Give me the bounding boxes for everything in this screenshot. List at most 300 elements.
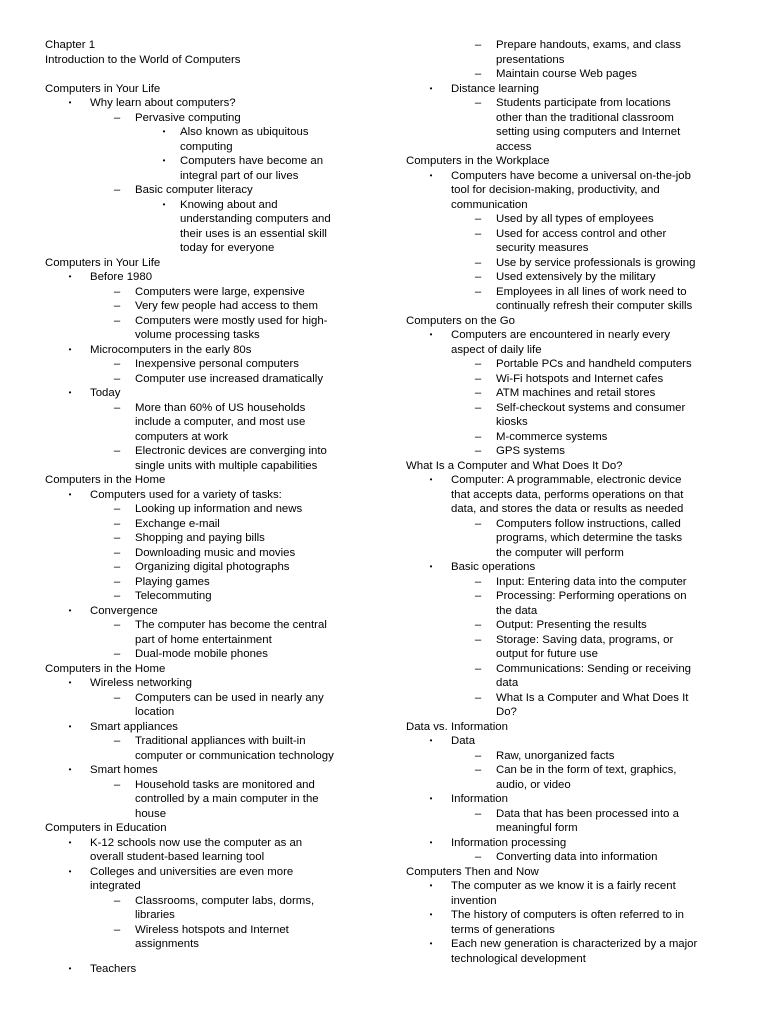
line-text: Information — [451, 793, 508, 805]
dash-icon: – — [113, 358, 121, 370]
outline-line — [45, 154, 365, 169]
dash-icon: – — [113, 648, 121, 660]
line-text: Computers are encountered in nearly every — [451, 329, 671, 341]
line-text: Before 1980 — [90, 271, 153, 283]
line-text: volume processing tasks — [135, 329, 260, 341]
outline-line — [406, 821, 728, 836]
line-text: Prepare handouts, exams, and class — [496, 39, 681, 51]
bullet-icon: • — [429, 910, 433, 919]
line-text: Used by all types of employees — [496, 213, 654, 225]
line-text: Basic computer literacy — [135, 184, 253, 196]
bullet-icon: • — [429, 837, 433, 847]
line-text: Converting data into information — [496, 851, 658, 863]
line-text: invention — [451, 894, 497, 907]
outline-line — [406, 879, 728, 894]
line-text: Colleges and universities are even more — [90, 865, 294, 878]
line-text: Raw, unorganized facts — [496, 749, 615, 762]
dash-icon: – — [474, 445, 482, 457]
outline-line — [406, 444, 728, 459]
outline-line — [45, 502, 365, 517]
line-text: Exchange e-mail — [135, 517, 220, 530]
section-heading — [45, 821, 365, 836]
outline-line — [45, 444, 365, 459]
line-text: data, and stores the data or results as needed — [451, 503, 684, 515]
line-text: The history of computers is often referred to in — [451, 909, 684, 921]
outline-line — [45, 401, 365, 416]
line-text: What Is a Computer and What Does It Do? — [406, 459, 623, 472]
section-heading — [45, 662, 365, 677]
line-text: today for everyone — [180, 242, 275, 254]
line-text: security measures — [496, 242, 589, 254]
line-text: Looking up information and news — [135, 503, 303, 515]
bullet-icon: • — [162, 156, 166, 165]
dash-icon: – — [113, 575, 121, 588]
line-text: technological development — [451, 952, 586, 965]
line-text: Computers in Education — [45, 822, 167, 834]
outline-line — [406, 546, 728, 561]
dash-icon: – — [113, 619, 121, 631]
outline-line — [45, 546, 365, 561]
line-text: Pervasive computing — [135, 111, 241, 124]
line-text: Traditional appliances with built-in — [135, 735, 306, 747]
outline-line — [45, 908, 365, 923]
line-text: Do? — [496, 706, 517, 718]
bullet-icon: • — [68, 765, 72, 774]
line-text: kiosks — [496, 416, 528, 428]
line-text: Data — [451, 735, 476, 747]
outline-line — [45, 372, 365, 387]
line-text: include a computer, and most use — [135, 416, 306, 428]
line-text: Microcomputers in the early 80s — [90, 343, 252, 356]
outline-line — [406, 343, 728, 358]
line-text: computers at work — [135, 430, 229, 443]
dash-icon: – — [474, 401, 482, 414]
outline-line — [45, 314, 365, 329]
bullet-icon: • — [68, 388, 72, 397]
line-text: Wi-Fi hotspots and Internet cafes — [496, 372, 664, 385]
dash-icon: – — [113, 735, 121, 747]
outline-line — [45, 734, 365, 749]
line-text: Household tasks are monitored and — [135, 778, 315, 791]
bullet-icon: • — [162, 127, 166, 136]
line-text: Introduction to the World of Computers — [45, 53, 241, 66]
dash-icon: – — [474, 807, 482, 820]
outline-line — [406, 633, 728, 648]
outline-line — [406, 923, 728, 938]
outline-line — [45, 415, 365, 430]
section-heading — [406, 154, 728, 169]
line-text: Electronic devices are converging into — [135, 445, 327, 457]
bullet-icon: • — [429, 170, 433, 180]
section-heading — [45, 38, 365, 53]
outline-line — [45, 865, 365, 880]
outline-line — [45, 778, 365, 793]
line-text: Distance learning — [451, 82, 540, 95]
outline-line — [45, 198, 365, 213]
line-text: Computers Then and Now — [406, 865, 539, 878]
section-heading — [45, 82, 365, 97]
dash-icon: – — [113, 894, 121, 907]
section-heading — [406, 720, 728, 735]
line-text: continually refresh their computer skills — [496, 300, 693, 312]
outline-line — [406, 357, 728, 372]
line-text: Wireless networking — [90, 677, 192, 689]
outline-line — [406, 212, 728, 227]
line-text: M-commerce systems — [496, 430, 608, 443]
outline-line — [406, 749, 728, 764]
outline-line — [406, 386, 728, 401]
outline-line — [45, 633, 365, 648]
line-text: Smart appliances — [90, 720, 179, 733]
dash-icon: – — [113, 590, 121, 602]
line-text: Maintain course Web pages — [496, 68, 637, 80]
line-text: understanding computers and — [180, 213, 331, 225]
dash-icon: – — [474, 213, 482, 225]
line-text: Communications: Sending or receiving — [496, 662, 692, 675]
line-text: Processing: Performing operations on — [496, 590, 687, 602]
bullet-icon: • — [429, 475, 433, 484]
outline-line — [406, 763, 728, 778]
bullet-icon: • — [429, 562, 433, 571]
outline-line — [45, 270, 365, 285]
outline-line — [45, 691, 365, 706]
outline-line — [406, 401, 728, 416]
line-text: Convergence — [90, 604, 158, 617]
dash-icon: – — [113, 503, 121, 515]
outline-line — [45, 299, 365, 314]
line-text: aspect of daily life — [451, 343, 542, 356]
outline-line — [45, 241, 365, 256]
bullet-icon: • — [429, 330, 433, 339]
dash-icon: – — [474, 97, 482, 109]
outline-line — [406, 952, 728, 967]
bullet-icon: • — [68, 605, 72, 615]
bullet-icon: • — [429, 939, 433, 948]
outline-line — [45, 589, 365, 604]
dash-icon: – — [113, 184, 121, 196]
line-text: Used extensively by the military — [496, 271, 656, 283]
line-text: Each new generation is characterized by a major — [451, 938, 698, 950]
outline-line — [406, 198, 728, 213]
outline-line — [45, 285, 365, 300]
line-text: Data that has been processed into a — [496, 807, 680, 820]
outline-line — [406, 734, 728, 749]
outline-line — [45, 459, 365, 474]
outline-line — [406, 67, 728, 82]
section-heading — [406, 314, 728, 329]
line-text: Computers used for a variety of tasks: — [90, 488, 282, 501]
line-text: programs, which determine the tasks — [496, 532, 683, 544]
line-text: Also known as ubiquitous — [180, 126, 309, 138]
line-text: libraries — [135, 909, 175, 921]
dash-icon: – — [474, 633, 482, 646]
line-text: other than the traditional classroom — [496, 111, 674, 124]
outline-line — [406, 807, 728, 822]
outline-line — [45, 850, 365, 865]
outline-line — [406, 691, 728, 706]
outline-line — [45, 227, 365, 242]
dash-icon: – — [113, 285, 121, 298]
line-text: meaningful form — [496, 822, 578, 834]
outline-line — [406, 502, 728, 517]
section-heading — [45, 67, 365, 82]
line-text: Computers follow instructions, called — [496, 517, 681, 530]
line-text: that accepts data, performs operations on that — [451, 488, 684, 501]
outline-line — [45, 517, 365, 532]
outline-line — [45, 560, 365, 575]
bullet-icon: • — [68, 866, 72, 876]
dash-icon: – — [113, 778, 121, 791]
line-text: Why learn about computers? — [90, 97, 236, 109]
outline-line — [406, 662, 728, 677]
dash-icon: – — [113, 691, 121, 704]
line-text: Information processing — [451, 836, 567, 849]
dash-icon: – — [113, 532, 121, 544]
line-text: location — [135, 706, 175, 718]
dash-icon: – — [474, 575, 482, 588]
outline-line — [406, 328, 728, 343]
dash-icon: – — [474, 68, 482, 80]
line-text: Basic operations — [451, 561, 536, 573]
line-text: data — [496, 677, 519, 689]
outline-line — [406, 937, 728, 952]
dash-icon: – — [474, 227, 482, 240]
line-text: Computer use increased dramatically — [135, 372, 324, 385]
line-text: the computer will perform — [496, 546, 624, 559]
line-text: More than 60% of US households — [135, 401, 306, 414]
bullet-icon: • — [162, 199, 166, 209]
section-heading — [45, 473, 365, 488]
line-text: Students participate from locations — [496, 97, 671, 109]
line-text: Input: Entering data into the computer — [496, 575, 687, 588]
dash-icon: – — [474, 39, 482, 51]
line-text: presentations — [496, 53, 565, 66]
dash-icon: – — [474, 372, 482, 385]
outline-line — [406, 908, 728, 923]
line-text: assignments — [135, 938, 199, 950]
dash-icon: – — [113, 546, 121, 559]
outline-line — [45, 763, 365, 778]
section-heading — [45, 256, 365, 271]
bullet-icon: • — [429, 794, 433, 803]
outline-line — [45, 386, 365, 401]
line-text: Computers can be used in nearly any — [135, 691, 324, 704]
dash-icon: – — [474, 851, 482, 863]
dash-icon: – — [113, 300, 121, 312]
line-text: audio, or video — [496, 778, 571, 791]
outline-line — [406, 372, 728, 387]
dash-icon: – — [113, 401, 121, 414]
outline-line — [406, 647, 728, 662]
line-text: Computers were large, expensive — [135, 285, 305, 298]
line-text: Playing games — [135, 575, 210, 588]
line-text: Shopping and paying bills — [135, 532, 265, 544]
line-text: The computer has become the central — [135, 619, 327, 631]
line-text: ATM machines and retail stores — [496, 387, 656, 399]
bullet-icon: • — [429, 736, 433, 745]
outline-line — [45, 705, 365, 720]
outline-line — [406, 227, 728, 242]
bullet-icon: • — [68, 678, 72, 687]
line-text: Computers in the Home — [45, 474, 166, 486]
bullet-icon: • — [68, 963, 72, 973]
outline-line — [45, 430, 365, 445]
bullet-icon: • — [429, 83, 433, 93]
bullet-icon: • — [68, 489, 72, 499]
outline-line — [406, 183, 728, 198]
line-text: Organizing digital photographs — [135, 561, 290, 573]
dash-icon: – — [113, 111, 121, 124]
outline-line — [406, 473, 728, 488]
line-text: Telecommuting — [135, 590, 212, 602]
line-text: Very few people had access to them — [135, 300, 318, 312]
dash-icon: – — [474, 517, 482, 530]
dash-icon: – — [474, 619, 482, 631]
section-heading — [406, 865, 728, 880]
outline-line — [406, 894, 728, 909]
line-text: What Is a Computer and What Does It — [496, 691, 689, 704]
line-text: controlled by a main computer in the — [135, 793, 319, 805]
line-text: Computers in the Workplace — [406, 155, 550, 167]
outline-line — [406, 836, 728, 851]
outline-line — [45, 894, 365, 909]
line-text: Teachers — [90, 962, 137, 975]
line-text: Dual-mode mobile phones — [135, 648, 268, 660]
outline-line — [45, 879, 365, 894]
dash-icon: – — [474, 749, 482, 762]
dash-icon: – — [113, 923, 121, 936]
line-text: Can be in the form of text, graphics, — [496, 764, 677, 776]
section-heading — [45, 53, 365, 68]
outline-line — [45, 807, 365, 822]
left-column — [45, 38, 365, 976]
outline-line — [45, 169, 365, 184]
outline-line — [45, 792, 365, 807]
outline-line — [406, 270, 728, 285]
outline-line — [45, 618, 365, 633]
spacer — [45, 952, 365, 962]
outline-line — [45, 937, 365, 952]
dash-icon: – — [113, 517, 121, 530]
outline-line — [45, 125, 365, 140]
line-text: single units with multiple capabilities — [135, 459, 318, 472]
line-text: Today — [90, 387, 121, 399]
line-text: computer or communication technology — [135, 749, 334, 762]
outline-line — [406, 604, 728, 619]
dash-icon: – — [474, 764, 482, 776]
line-text: Computer: A programmable, electronic device — [451, 474, 682, 486]
line-text: access — [496, 140, 532, 153]
line-text: setting using computers and Internet — [496, 126, 681, 138]
outline-line — [406, 285, 728, 300]
line-text: output for future use — [496, 648, 598, 660]
outline-line — [406, 38, 728, 53]
bullet-icon: • — [68, 98, 72, 107]
right-column — [406, 38, 728, 966]
outline-line — [406, 560, 728, 575]
line-text: terms of generations — [451, 923, 555, 936]
dash-icon: – — [474, 430, 482, 443]
dash-icon: – — [113, 314, 121, 327]
outline-line — [45, 96, 365, 111]
outline-line — [406, 705, 728, 720]
outline-line — [45, 575, 365, 590]
section-heading — [406, 459, 728, 474]
outline-line — [45, 720, 365, 735]
outline-line — [406, 415, 728, 430]
line-text: Wireless hotspots and Internet — [135, 923, 289, 936]
line-text: Classrooms, computer labs, dorms, — [135, 894, 315, 907]
outline-line — [406, 169, 728, 184]
dash-icon: – — [474, 691, 482, 704]
line-text: Chapter 1 — [45, 39, 96, 51]
line-text: Computers in Your Life — [45, 82, 161, 95]
outline-line — [45, 604, 365, 619]
outline-line — [406, 299, 728, 314]
outline-line — [406, 517, 728, 532]
dash-icon: – — [474, 358, 482, 370]
outline-line — [45, 328, 365, 343]
outline-line — [406, 256, 728, 271]
line-text: Downloading music and movies — [135, 546, 296, 559]
outline-line — [406, 850, 728, 865]
line-text: part of home entertainment — [135, 633, 272, 646]
line-text: Computers in Your Life — [45, 256, 161, 269]
line-text: computing — [180, 140, 233, 153]
line-text: Computers on the Go — [406, 314, 515, 327]
outline-line — [45, 647, 365, 662]
outline-line — [45, 749, 365, 764]
line-text: Computers in the Home — [45, 662, 166, 675]
bullet-icon: • — [68, 272, 72, 281]
outline-line — [406, 531, 728, 546]
dash-icon: – — [113, 372, 121, 385]
outline-line — [406, 53, 728, 68]
outline-line — [45, 923, 365, 938]
line-text: Employees in all lines of work need to — [496, 285, 687, 298]
line-text: The computer as we know it is a fairly recent — [451, 880, 676, 892]
line-text: communication — [451, 198, 528, 211]
line-text: Storage: Saving data, programs, or — [496, 633, 674, 646]
bullet-icon: • — [68, 721, 72, 731]
line-text: house — [135, 807, 167, 820]
line-text — [45, 67, 365, 82]
bullet-icon: • — [68, 344, 72, 354]
line-text: Data vs. Information — [406, 720, 508, 733]
outline-line — [45, 676, 365, 691]
line-text: Knowing about and — [180, 198, 278, 211]
outline-line — [406, 488, 728, 503]
line-text: Self-checkout systems and consumer — [496, 401, 686, 414]
outline-line — [406, 96, 728, 111]
dash-icon: – — [474, 662, 482, 675]
outline-line — [406, 125, 728, 140]
dash-icon: – — [474, 256, 482, 269]
line-text: their uses is an essential skill — [180, 227, 327, 240]
outline-line — [406, 778, 728, 793]
line-text: GPS systems — [496, 445, 565, 457]
outline-line — [406, 241, 728, 256]
line-text: K-12 schools now use the computer as an — [90, 836, 303, 849]
line-text: Smart homes — [90, 764, 158, 776]
line-text: overall student-based learning tool — [90, 851, 265, 863]
line-text: the data — [496, 604, 538, 617]
outline-line — [406, 82, 728, 97]
bullet-icon: • — [68, 837, 72, 847]
dash-icon: – — [113, 445, 121, 457]
outline-line — [45, 962, 365, 977]
line-text: Portable PCs and handheld computers — [496, 358, 692, 370]
